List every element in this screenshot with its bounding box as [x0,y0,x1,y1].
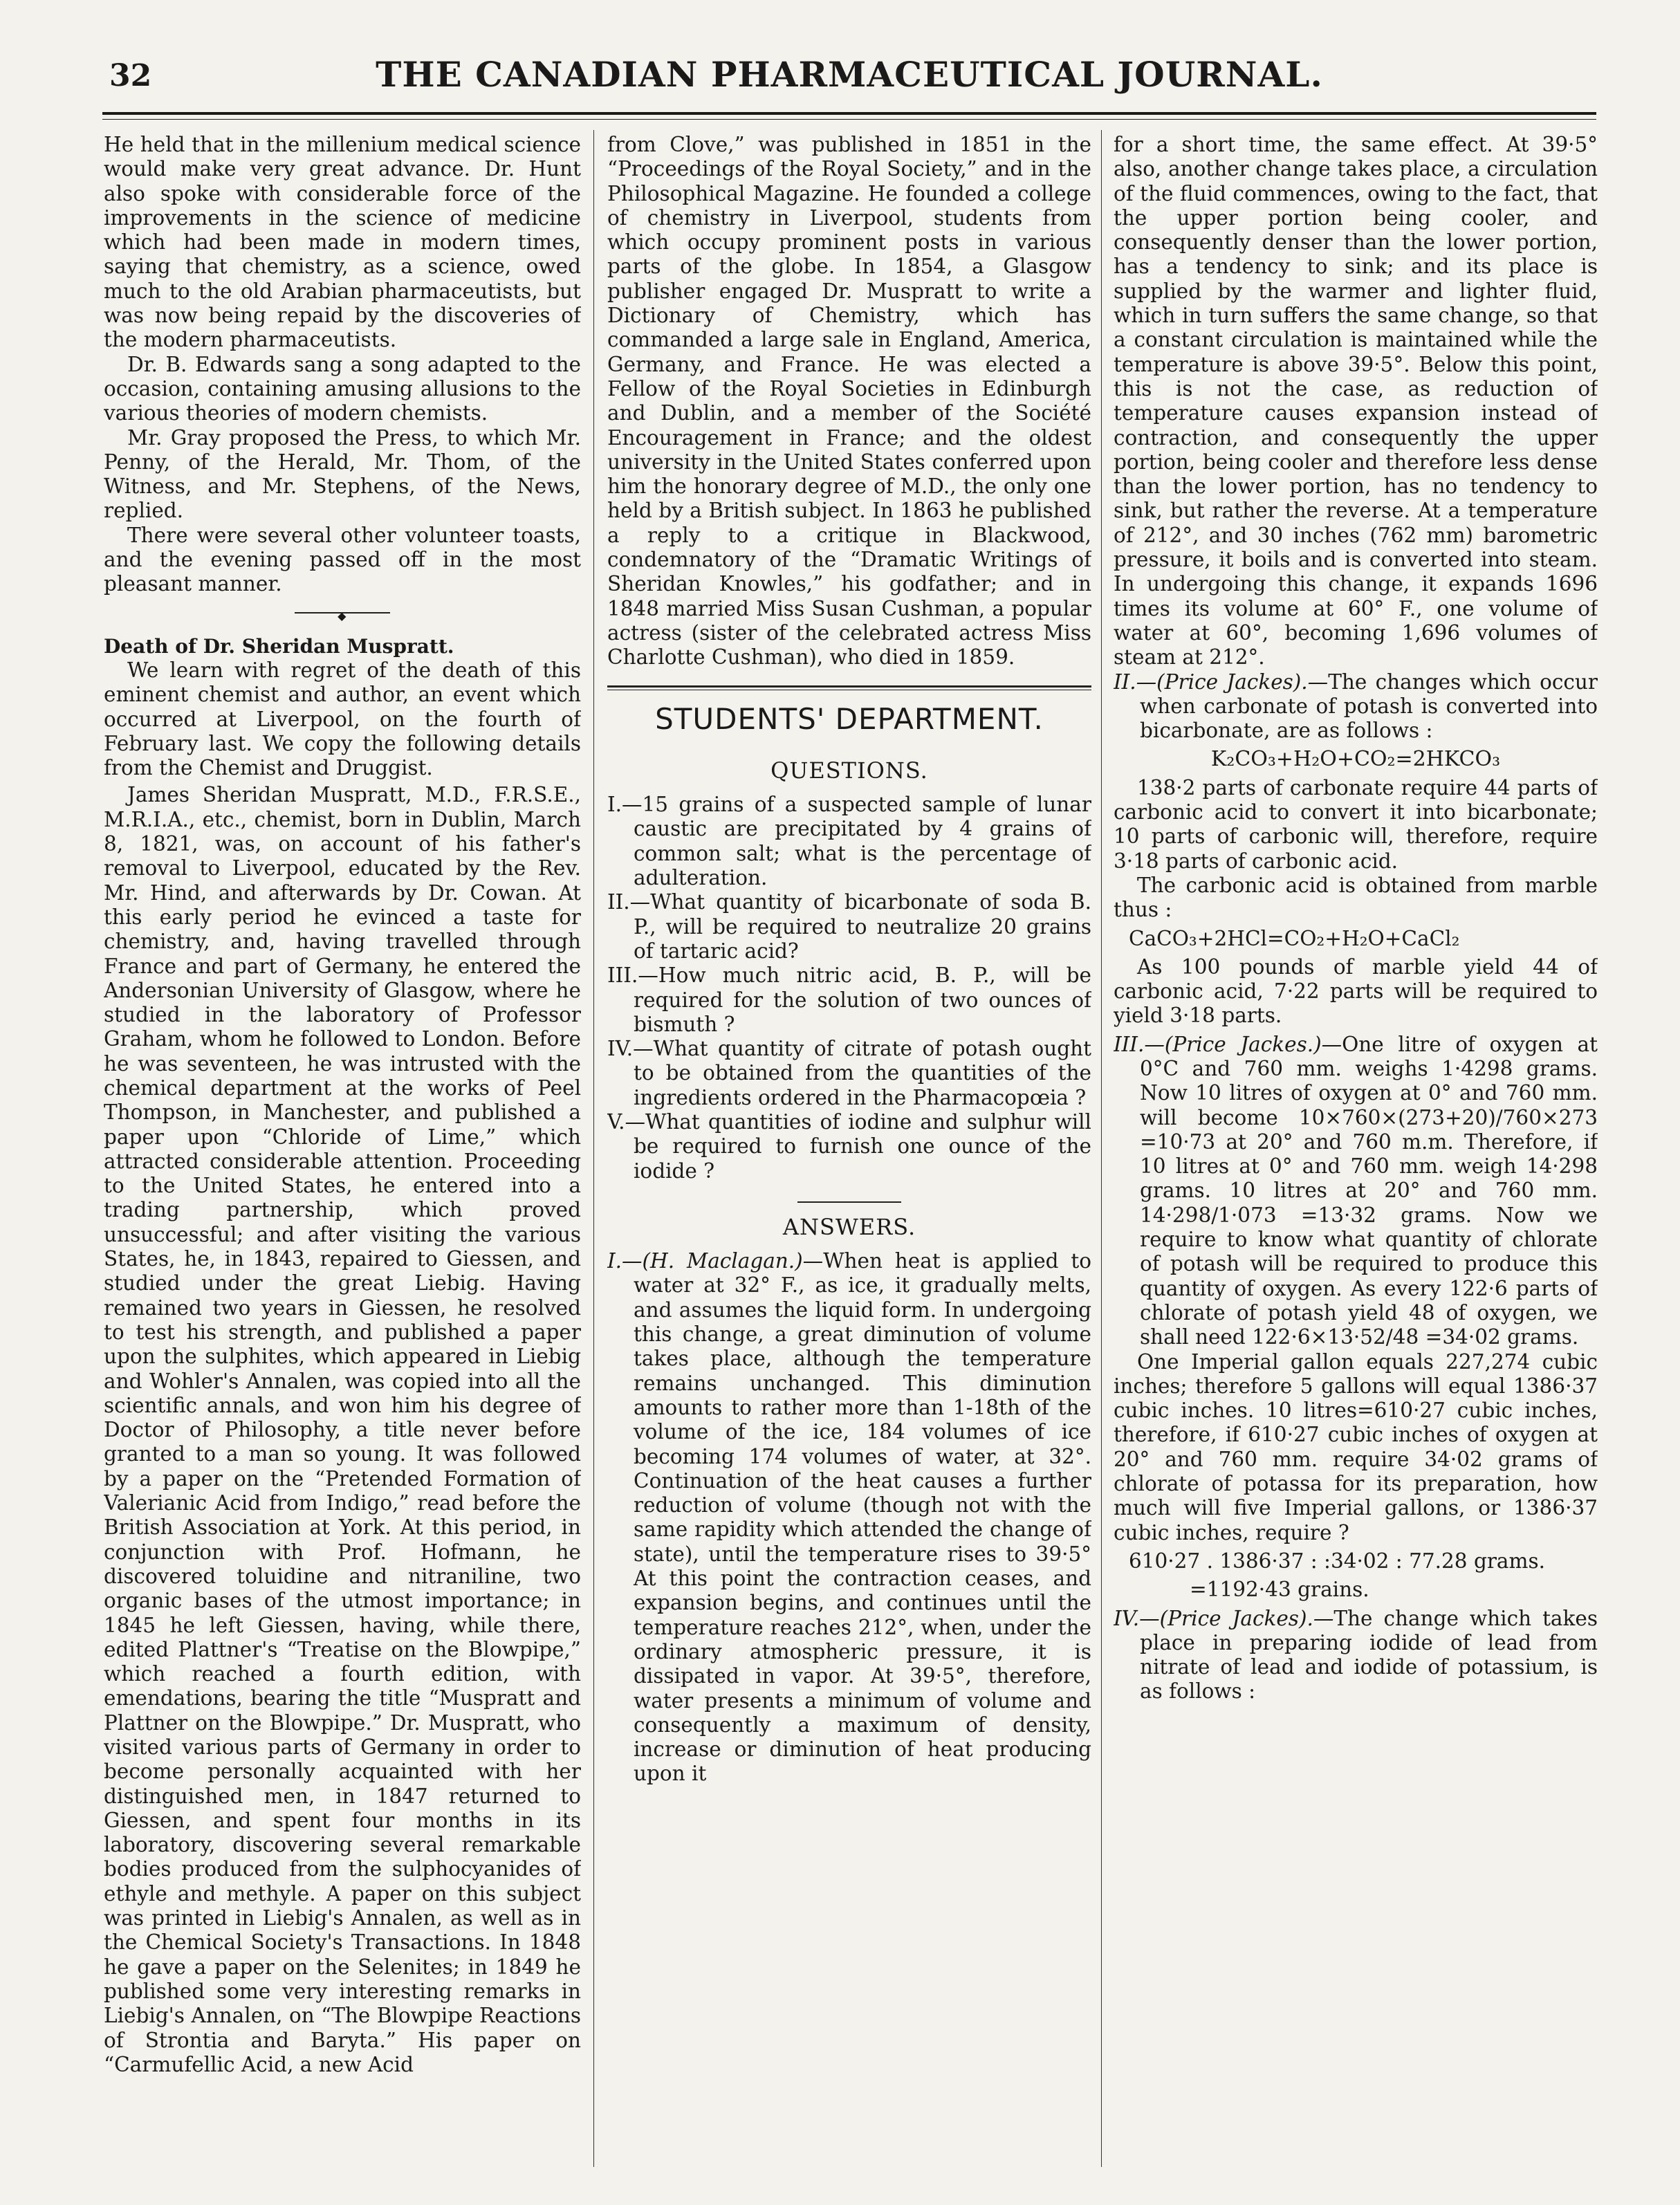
paragraph: He held that in the millenium medical science would make very great advance. Dr. Hunt also spoke with considerable force of the improvements in the science of medicine which had been made in modern times, saying that chemistry, as a science, owed much to the old Arabian pharmaceutists, but was now being repaid by the discoveries of the modern pharmaceutists. [104,133,581,352]
paragraph: 138·2 parts of carbonate require 44 parts of carbonic acid to convert it into bicarbonate; 10 parts of carbonic will, therefore, require 3·18 parts of carbonic acid. [1114,775,1598,873]
answer-author: I.—(H. Maclagan.)— [607,1249,824,1273]
calculation: 610·27 . 1386·37 : :34·02 : 77.28 grams. [1129,1549,1546,1573]
answer-text: The changes which occur when carbonate of potash is converted into bicarbonate, are as follows : [1140,670,1598,743]
chemical-formula: K₂CO₃+H₂O+CO₂=2HKCO₃ [1210,747,1501,772]
question-item: I.—15 grains of a suspected sample of lunar caustic are precipitated by 4 grains of common salt; what is the percentage of adulteration. [607,793,1091,890]
section-ornament [104,602,581,623]
column-left [104,133,581,2166]
answer-item [607,1249,1091,1787]
page-header [102,54,1596,102]
answer-author: IV.—(Price Jackes).— [1114,1606,1334,1630]
answer-text: One litre of oxygen at 0°C and 760 mm. weighs 1·4298 grams. Now 10 litres of oxygen at 0° and 760 mm. will become 10×760×(273+20)/760×273 =10·73 at 20° and 760 m.m. Therefore, if 10 litres at 0° and 760 mm. weigh 14·298 grams. 10 litres at 20° and 760 mm. 14·298/1·073 =13·32 grams. Now we require to know what quantity of chlorate of potash will be required to produce this quantity of oxygen. As every 122·6 parts of chlorate of potash yield 48 of oxygen, we shall need 122·6×13·52/48 =34·02 grams. [1140,1032,1598,1349]
paragraph: We learn with regret of the death of this eminent chemist and author, an event which occurred at Liverpool, on the fourth of February last. We copy the following details from the Chemist and Druggist. [104,658,581,780]
question-item: II.—What quantity of bicarbonate of soda B. P., will be required to neutralize 20 grains of tartaric acid? [607,890,1091,963]
paragraph: One Imperial gallon equals 227,274 cubic inches; therefore 5 gallons will equal 1386·37 cubic inches. 10 litres=610·27 cubic inches, therefore, if 610·27 cubic inches of oxygen at 20° and 760 mm. require 34·02 grams of chlorate of potassa for its preparation, how much will five Imperial gallons, or 1386·37 cubic inches, require ? [1114,1349,1598,1544]
column-right [1114,133,1598,2166]
paragraph: Dr. B. Edwards sang a song adapted to the occasion, containing amusing allusions to the various theories of modern chemists. [104,352,581,425]
answer-author: II.—(Price Jackes).— [1114,670,1329,694]
column-middle [607,133,1091,2166]
paragraph: for a short time, the same effect. At 39·5° also, another change takes place, a circulation of the fluid commences, owing to the fact, that the upper portion being cooler, and consequently denser than the lower portion, has a tendency to sink; and its place is supplied by the warmer and lighter fluid, which in turn suffers the same change, so that a constant circulation is maintained while the temperature is above 39·5°. Below this point, this is not the case, as reduction of temperature causes expansion instead of contraction, and consequently the upper portion, being cooler and therefore less dense than the lower portion, has no tendency to sink, but rather the reverse. At a temperature of 212°, and 30 inches (762 mm) barometric pressure, it boils and is converted into steam. In undergoing this change, it expands 1696 times its volume at 60° F., one volume of water at 60°, becoming 1,696 volumes of steam at 212°. [1114,133,1598,670]
answer-author: III.—(Price Jackes.)— [1114,1032,1342,1056]
column-divider [1101,130,1102,2167]
header-rule-thin [102,119,1596,120]
paragraph: Mr. Gray proposed the Press, to which Mr. Penny, of the Herald, Mr. Thom, of the Witness, and Mr. Stephens, of the News, replied. [104,425,581,523]
answer-text: When heat is applied to water at 32° F., as ice, it gradually melts, and assumes the liquid form. In undergoing this change, a great diminution of volume takes place, although the temperature remains unchanged. This diminution amounts to rather more than 1-18th of the volume of the ice, 184 volumes of ice becoming 174 volumes of water, at 32°. Continuation of the heat causes a further reduction of volume (though not with the same rapidity which attended the change of state), until the temperature rises to 39·5° At this point the contraction ceases, and expansion begins, and continues until the temperature reaches 212°, when, under the ordinary atmospheric pressure, it is dissipated in vapor. At 39·5°, therefore, water presents a minimum of volume and consequently a maximum of density, increase or diminution of heat producing upon it [634,1249,1091,1786]
question-item: IV.—What quantity of citrate of potash ought to be obtained from the quantities of the ingredients ordered in the Pharmacopœia ? [607,1037,1091,1109]
questions-title: QUESTIONS. [770,757,928,784]
answer-item [1114,670,1598,744]
chemical-formula: CaCO₃+2HCl=CO₂+H₂O+CaCl₂ [1129,926,1460,950]
article-heading: Death of Dr. Sheridan Muspratt. [104,634,454,658]
paragraph: The carbonic acid is obtained from marble thus : [1114,873,1598,922]
page-number: 32 [109,58,152,93]
question-item: III.—How much nitric acid, B. P., will be required for the solution of two ounces of bismuth ? [607,963,1091,1036]
journal-title: THE CANADIAN PHARMACEUTICAL JOURNAL. [376,54,1323,95]
paragraph: There were several other volunteer toasts, and the evening passed off in the most pleasant manner. [104,523,581,596]
divider [797,1201,901,1203]
department-title: STUDENTS' DEPARTMENT. [655,701,1044,736]
answer-item [1114,1607,1598,1704]
answer-text: The change which takes place in preparing iodide of lead from nitrate of lead and iodide of potassium, is as follows : [1140,1606,1598,1704]
answers-title: ANSWERS. [782,1213,916,1240]
header-rule [102,112,1596,115]
calculation: =1192·43 grains. [1190,1578,1369,1602]
paragraph: from Clove,” was published in 1851 in the “Proceedings of the Royal Society,” and in the Philosophical Magazine. He founded a college of chemistry in Liverpool, students from which occupy prominent posts in various parts of the globe. In 1854, a Glasgow publisher engaged Dr. Muspratt to write a Dictionary of Chemistry, which has commanded a large sale in England, America, Germany, and France. He was elected a Fellow of the Royal Societies in Edinburgh and Dublin, and a member of the Société Encouragement in France; and the oldest university in the United States conferred upon him the honorary degree of M.D., the only one held by a British subject. In 1863 he published a reply to a critique in Blackwood, condemnatory of the “Dramatic Writings of Sheridan Knowles,” his godfather; and in 1848 married Miss Susan Cushman, a popular actress (sister of the celebrated actress Miss Charlotte Cushman), who died in 1859. [607,133,1091,670]
answer-item [1114,1033,1598,1350]
section-rule [607,685,1091,690]
question-item: V.—What quantities of iodine and sulphur will be required to furnish one ounce of the iodide ? [607,1109,1091,1183]
column-divider [593,130,594,2167]
paragraph: James Sheridan Muspratt, M.D., F.R.S.E., M.R.I.A., etc., chemist, born in Dublin, March 8, 1821, was, on account of his father's removal to Liverpool, educated by the Rev. Mr. Hind, and afterwards by Dr. Cowan. At this early period he evinced a taste for chemistry, and, having travelled through France and part of Germany, he entered the Andersonian University of Glasgow, where he studied in the laboratory of Professor Graham, whom he followed to London. Before he was seventeen, he was intrusted with the chemical department at the works of Peel Thompson, in Manchester, and published a paper upon “Chloride of Lime,” which attracted considerable attention. Proceeding to the United States, he entered into a trading partnership, which proved unsuccessful; and after visiting the various States, he, in 1843, repaired to Giessen, and studied under the great Liebig. Having remained two years in Giessen, he resolved to test his strength, and published a paper upon the sulphites, which appeared in Liebig and Wohler's Annalen, was copied into all the scientific annals, and won him his degree of Doctor of Philosophy, a title never before granted to a man so young. It was followed by a paper on the “Pretended Formation of Valerianic Acid from Indigo,” read before the British Association at York. At this period, in conjunction with Prof. Hofmann, he discovered toluidine and nitraniline, two organic bases of the utmost importance; in 1845 he left Giessen, having, while there, edited Plattner's “Treatise on the Blowpipe,” which reached a fourth edition, with emendations, bearing the title “Muspratt and Plattner on the Blowpipe.” Dr. Muspratt, who visited various parts of Germany in order to become personally acquainted with her distinguished men, in 1847 returned to Giessen, and spent four months in its laboratory, discovering several remarkable bodies produced from the sulphocyanides of ethyle and methyle. A paper on this subject was printed in Liebig's Annalen, as well as in the Chemical Society's Transactions. In 1848 he gave a paper on the Selenites; in 1849 he published some very interesting remarks in Liebig's Annalen, on “The Blowpipe Reactions of Strontia and Baryta.” His paper on “Carmufellic Acid, a new Acid [104,783,581,2076]
paragraph: As 100 pounds of marble yield 44 of carbonic acid, 7·22 parts will be required to yield 3·18 parts. [1114,954,1598,1028]
